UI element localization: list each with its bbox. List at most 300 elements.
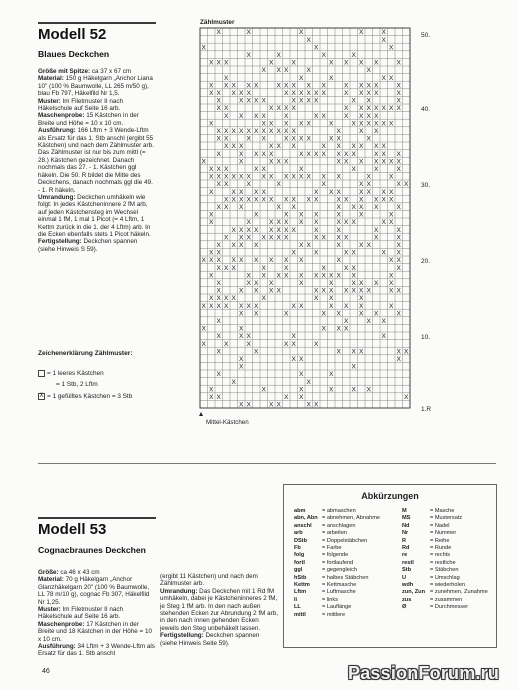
filled-cell-mark: X <box>239 97 244 105</box>
paragraph-key: Ausführung: <box>38 127 76 135</box>
abbreviation-row <box>294 589 380 596</box>
filled-cell-mark: X <box>231 242 236 249</box>
abbreviation-key: wdh <box>402 582 414 589</box>
filled-cell-mark: X <box>351 97 356 105</box>
filled-cell-mark: X <box>306 401 311 409</box>
filled-cell-mark: X <box>389 287 394 295</box>
header-bar-modell-53 <box>38 517 156 519</box>
filled-cell-mark: X <box>396 150 401 158</box>
abbreviation-row <box>402 589 488 596</box>
filled-cell-mark: X <box>359 158 364 166</box>
filled-cell-mark: X <box>201 158 206 166</box>
legend-filled-box <box>38 393 132 400</box>
filled-cell-mark: X <box>321 287 326 295</box>
filled-cell-mark: X <box>374 280 379 287</box>
filled-cell-mark: X <box>396 90 401 97</box>
paragraph-value: Im Filetmuster II nach Häkelschule auf Seite 16 arb. <box>38 606 124 621</box>
filled-cell-mark: X <box>246 272 251 280</box>
abbreviation-row <box>294 612 380 619</box>
filled-cell-mark: X <box>209 249 214 257</box>
filled-cell-mark: X <box>276 52 281 59</box>
filled-cell-mark: X <box>359 348 364 356</box>
filled-cell-mark: X <box>344 219 349 227</box>
modell-53-subtitle: Cognacbraunes Deckchen <box>38 545 146 555</box>
abbreviation-row <box>402 508 488 515</box>
filled-cell-mark: X <box>314 44 319 52</box>
filled-cell-mark: X <box>299 371 304 379</box>
instruction-paragraph <box>38 621 156 643</box>
filled-cell-mark: X <box>366 90 371 97</box>
filled-cell-mark: X <box>254 112 259 120</box>
filled-cell-mark: X <box>314 340 319 348</box>
abbreviation-meaning: = Stäbchen <box>430 567 459 574</box>
filled-cell-mark: X <box>389 74 394 82</box>
filled-cell-mark: X <box>389 120 394 128</box>
filled-cell-mark: X <box>254 257 259 265</box>
filled-cell-mark: X <box>261 264 266 272</box>
filled-cell-mark: X <box>374 310 379 318</box>
filled-cell-mark: X <box>366 112 371 120</box>
filled-cell-mark: X <box>246 97 251 105</box>
filled-cell-mark: X <box>359 287 364 295</box>
filled-cell-mark: X <box>359 105 364 113</box>
filled-cell-mark: X <box>246 226 251 234</box>
filled-cell-mark: X <box>359 120 364 128</box>
filled-cell-mark: X <box>344 302 349 310</box>
filled-cell-mark: X <box>404 394 409 401</box>
filled-cell-mark: X <box>374 120 379 128</box>
filled-cell-mark: X <box>389 44 394 52</box>
filled-cell-mark: X <box>284 173 289 181</box>
filled-cell-mark: X <box>216 204 221 211</box>
instruction-paragraph <box>38 643 156 658</box>
abbreviation-key: Nd <box>402 522 410 529</box>
abbreviation-key: Ø <box>402 604 407 611</box>
filled-cell-mark: X <box>216 29 221 37</box>
filled-cell-mark: X <box>359 128 364 135</box>
filled-cell-mark: X <box>374 158 379 166</box>
filled-cell-mark: X <box>261 234 266 242</box>
filled-cell-mark: X <box>291 196 296 204</box>
filled-cell-mark: X <box>246 90 251 97</box>
filled-cell-mark: X <box>344 287 349 295</box>
filled-cell-mark: X <box>329 295 334 303</box>
filled-cell-mark: X <box>396 249 401 257</box>
filled-cell-mark: X <box>374 112 379 120</box>
abbreviation-key: anschl <box>294 522 312 529</box>
filled-cell-mark: X <box>239 325 244 333</box>
filled-cell-mark: X <box>336 135 341 143</box>
abbreviation-meaning: = abmaschen <box>322 508 356 514</box>
row-number-label: 10. <box>421 334 431 341</box>
filled-cell-mark: X <box>381 143 386 151</box>
filled-cell-mark: X <box>284 90 289 97</box>
filled-cell-mark: X <box>344 112 349 120</box>
filled-cell-mark: X <box>366 173 371 181</box>
filled-cell-mark: X <box>224 234 229 242</box>
filled-cell-mark: X <box>261 173 266 181</box>
filled-cell-mark: X <box>261 112 266 120</box>
filled-cell-mark: X <box>396 264 401 272</box>
filled-cell-mark: X <box>239 401 244 409</box>
filled-cell-mark: X <box>284 158 289 166</box>
legend-title: Zeichenerklärung Zählmuster: <box>38 350 133 357</box>
filled-cell-mark: X <box>224 295 229 303</box>
filled-cell-mark: X <box>284 310 289 318</box>
filled-cell-mark: X <box>216 371 221 379</box>
filled-cell-mark: X <box>299 272 304 280</box>
filled-cell-mark: X <box>306 150 311 158</box>
filled-cell-mark: X <box>291 226 296 234</box>
abbreviation-key: DStb <box>294 537 308 544</box>
filled-cell-mark: X <box>396 310 401 318</box>
abbreviation-key: R <box>402 537 407 544</box>
filled-cell-mark: X <box>284 234 289 242</box>
filled-cell-mark: X <box>239 242 244 249</box>
legend-empty-box <box>38 370 104 377</box>
filled-cell-mark: X <box>239 188 244 196</box>
filled-cell-mark: X <box>344 150 349 158</box>
filled-cell-mark: X <box>359 112 364 120</box>
filled-cell-mark: X <box>329 302 334 310</box>
filled-cell-mark: X <box>216 318 221 325</box>
filled-cell-mark: X <box>351 219 356 227</box>
filled-cell-mark: X <box>329 59 334 67</box>
filled-cell-mark: X <box>314 219 319 227</box>
filled-cell-mark: X <box>201 44 206 52</box>
filled-cell-mark: X <box>374 90 379 97</box>
filled-cell-mark: X <box>269 401 274 409</box>
filled-cell-mark: X <box>389 188 394 196</box>
instruction-paragraph <box>38 112 156 127</box>
filled-cell-mark: X <box>321 112 326 120</box>
filled-cell-mark: X <box>231 128 236 135</box>
abbreviation-row <box>402 538 488 545</box>
page-number: 46 <box>42 668 50 675</box>
filled-cell-mark: X <box>329 135 334 143</box>
filled-cell-mark: X <box>291 97 296 105</box>
abbreviation-meaning: = anschlagen <box>322 522 356 529</box>
filled-cell-mark: X <box>216 181 221 189</box>
abbreviation-key: Rd <box>402 545 410 552</box>
filled-cell-mark: X <box>239 196 244 204</box>
filled-cell-mark: X <box>224 340 229 348</box>
filled-cell-mark: X <box>216 264 221 272</box>
filled-cell-mark: X <box>299 173 304 181</box>
paragraph-key: Maschenprobe: <box>38 620 85 628</box>
abbreviation-row <box>294 508 380 515</box>
filled-cell-mark: X <box>299 150 304 158</box>
watermark-url: PassionForum.ru <box>348 663 500 683</box>
filled-cell-mark: X <box>336 196 341 204</box>
filled-cell-mark: X <box>321 272 326 280</box>
abbreviation-meaning: = zunehmen, Zunahme <box>430 589 488 596</box>
filled-cell-mark: X <box>299 302 304 310</box>
filled-cell-mark: X <box>314 188 319 196</box>
abbreviation-meaning: = halbes Stäbchen <box>322 574 369 581</box>
filled-cell-mark: X <box>284 120 289 128</box>
filled-cell-mark: X <box>396 158 401 166</box>
abbreviation-key: restl <box>402 559 414 566</box>
filled-cell-mark: X <box>276 401 281 409</box>
filled-cell-mark: X <box>284 105 289 113</box>
paragraph-value: ca 46 x 43 cm <box>58 569 100 576</box>
filled-cell-mark: X <box>389 196 394 204</box>
filled-cell-mark: X <box>321 173 326 181</box>
filled-cell-mark: X <box>261 67 266 75</box>
filled-cell-mark: X <box>381 249 386 257</box>
filled-cell-mark: X <box>396 204 401 211</box>
filled-cell-mark: X <box>359 181 364 189</box>
filled-cell-mark: X <box>224 264 229 272</box>
filled-cell-mark: X <box>216 166 221 173</box>
filled-cell-mark: X <box>314 97 319 105</box>
filled-cell-mark: X <box>299 166 304 173</box>
filled-cell-mark: X <box>299 90 304 97</box>
filled-cell-mark: X <box>321 264 326 272</box>
filled-cell-mark: X <box>269 280 274 287</box>
instruction-paragraph <box>38 127 156 194</box>
filled-cell-mark: X <box>344 325 349 333</box>
filled-cell-mark: X <box>396 105 401 113</box>
abbreviation-row <box>294 582 380 589</box>
filled-cell-mark: X <box>329 272 334 280</box>
paragraph-key: Ausführung: <box>38 643 76 651</box>
filled-cell-mark: X <box>209 166 214 173</box>
filled-cell-mark: X <box>201 302 206 310</box>
filled-cell-mark: X <box>209 219 214 227</box>
filled-cell-mark: X <box>314 196 319 204</box>
filled-cell-mark: X <box>261 120 266 128</box>
instruction-paragraph <box>160 573 278 588</box>
filled-cell-mark: X <box>389 272 394 280</box>
filled-cell-mark: X <box>224 112 229 120</box>
filled-cell-mark: X <box>351 204 356 211</box>
abbreviation-meaning: = Nummer <box>430 530 457 537</box>
filled-cell-mark: X <box>396 257 401 265</box>
filled-cell-mark: X <box>239 333 244 341</box>
modell-52-title: Modell 52 <box>38 26 107 43</box>
paragraph-key: Material: <box>38 576 64 584</box>
filled-cell-mark: X <box>284 219 289 227</box>
abbreviation-meaning: = Farbe <box>322 545 342 552</box>
abbreviation-meaning: = arbeiten <box>322 530 348 537</box>
filled-cell-mark: X <box>321 234 326 242</box>
filled-cell-mark: X <box>389 302 394 310</box>
paragraph-value: 150 g Häkelgarn „Anchor Liana 10" (100 % Baumwolle, LL 265 m/50 g), blau Fb 797, Häkelfild Nr 1,5. <box>38 75 153 98</box>
filled-cell-mark: X <box>381 333 386 341</box>
filled-cell-mark: X <box>374 204 379 211</box>
filled-cell-mark: X <box>336 204 341 211</box>
filled-cell-mark: X <box>396 59 401 67</box>
filled-cell-mark: X <box>396 356 401 363</box>
filled-cell-mark: X <box>351 52 356 59</box>
filled-cell-mark: X <box>336 242 341 249</box>
filled-cell-mark: X <box>269 59 274 67</box>
instruction-paragraph <box>38 98 156 113</box>
filled-cell-mark: X <box>216 287 221 295</box>
filled-cell-mark: X <box>291 105 296 113</box>
filled-cell-mark: X <box>261 188 266 196</box>
filled-cell-mark: X <box>314 272 319 280</box>
filled-cell-mark: X <box>366 242 371 249</box>
paragraph-value: Deckchen spannen (siehe Hinweis Seite 59). <box>160 632 260 647</box>
filled-cell-mark: X <box>239 302 244 310</box>
filled-cell-mark: X <box>269 150 274 158</box>
filled-cell-mark: X <box>299 219 304 227</box>
filled-cell-mark: X <box>374 105 379 113</box>
filled-cell-mark: X <box>351 348 356 356</box>
abbreviations-title: Abkürzungen <box>361 491 419 501</box>
filled-cell-mark: X <box>389 257 394 265</box>
abbreviation-key: mittl <box>294 611 306 618</box>
filled-cell-mark: X <box>351 249 356 257</box>
filled-cell-mark: X <box>261 166 266 173</box>
filled-cell-mark: X <box>314 211 319 219</box>
filled-cell-mark: X <box>389 173 394 181</box>
filled-cell-mark: X <box>224 128 229 135</box>
filled-cell-mark: X <box>224 302 229 310</box>
filled-cell-mark: X <box>359 82 364 90</box>
filled-cell-mark: X <box>336 143 341 151</box>
filled-cell-mark: X <box>351 166 356 173</box>
filled-cell-mark: X <box>314 249 319 257</box>
filled-cell-mark: X <box>231 264 236 272</box>
filled-cell-mark: X <box>291 333 296 341</box>
filled-cell-mark: X <box>366 97 371 105</box>
filled-cell-mark: X <box>216 295 221 303</box>
abbreviation-row <box>402 582 488 589</box>
filled-cell-mark: X <box>374 226 379 234</box>
filled-cell-mark: X <box>329 371 334 379</box>
filled-cell-mark: X <box>216 348 221 356</box>
abbreviation-key: fortl <box>294 559 305 566</box>
filled-cell-mark: X <box>396 287 401 295</box>
filled-cell-mark: X <box>276 82 281 90</box>
filled-cell-mark: X <box>216 242 221 249</box>
filled-cell-mark: X <box>344 318 349 325</box>
abbreviation-row <box>402 604 488 611</box>
filled-cell-mark: X <box>396 82 401 90</box>
abbreviation-key: Fb <box>294 545 301 552</box>
filled-cell-mark: X <box>269 287 274 295</box>
filled-cell-mark: X <box>404 181 409 189</box>
filet-chart <box>195 24 430 416</box>
abbreviation-key: hStb <box>294 574 307 581</box>
paragraph-key: Umrandung: <box>38 193 76 201</box>
filled-cell-mark: X <box>246 128 251 135</box>
abbreviation-meaning: = wiederholen <box>430 582 465 589</box>
abbreviation-meaning: = mittlere <box>322 611 346 618</box>
filled-cell-mark: X <box>224 82 229 90</box>
modell-53-instructions-col1 <box>38 569 156 658</box>
filled-cell-mark: X <box>299 97 304 105</box>
filled-cell-mark: X <box>336 325 341 333</box>
filled-cell-mark: X <box>306 173 311 181</box>
filled-cell-mark: X <box>336 128 341 135</box>
filled-cell-mark: X <box>291 302 296 310</box>
abbreviation-key: U <box>402 574 407 581</box>
filled-cell-mark: X <box>389 158 394 166</box>
filled-cell-mark: X <box>246 29 251 37</box>
modell-53-title: Modell 53 <box>38 521 107 538</box>
abbreviation-meaning: = abnehmen, Abnahme <box>322 515 381 522</box>
filled-cell-mark: X <box>359 204 364 211</box>
paragraph-value: 15 Kästchen in der Breite und Höhe = 10 x 10 cm. <box>38 112 139 127</box>
abbreviation-meaning: = Reihe <box>430 537 450 544</box>
abbreviation-key: Stb <box>402 567 412 574</box>
abbreviation-row <box>402 545 488 552</box>
filled-cell-mark: X <box>336 173 341 181</box>
filled-cell-mark: X <box>366 120 371 128</box>
filled-cell-mark: X <box>381 120 386 128</box>
filled-cell-mark: X <box>366 386 371 394</box>
abbreviation-key: re <box>402 552 408 559</box>
filled-cell-mark: X <box>209 173 214 181</box>
abbreviation-meaning: = links <box>322 596 339 603</box>
filled-cell-mark: X <box>224 143 229 151</box>
filled-cell-mark: X <box>314 295 319 303</box>
abbreviation-key: Kettm <box>294 582 310 589</box>
filled-cell-mark: X <box>201 257 206 265</box>
abbreviation-meaning: = Doppelstäbchen <box>322 537 368 544</box>
filled-cell-mark: X <box>359 310 364 318</box>
abbreviations-left-column <box>294 508 380 619</box>
paragraph-key: Fertigstellung: <box>38 238 82 246</box>
filled-cell-mark: X <box>209 188 214 196</box>
abbreviation-key: folg <box>294 552 305 559</box>
legend-filled-line1: = 1 gefülltes Kästchen = 3 Stb <box>47 393 133 400</box>
row-number-label: 50. <box>421 32 431 39</box>
filled-cell-mark: X <box>216 249 221 257</box>
filled-cell-mark: X <box>314 234 319 242</box>
chart-header: Zählmuster <box>200 19 235 26</box>
filled-cell-mark: X <box>359 29 364 37</box>
filled-cell-mark: X <box>299 242 304 249</box>
filled-cell-mark: X <box>381 188 386 196</box>
row-number-label: 30. <box>421 182 431 189</box>
filled-cell-mark: X <box>299 257 304 265</box>
filled-cell-mark: X <box>366 105 371 113</box>
filled-cell-mark: X <box>374 196 379 204</box>
filled-cell-mark: X <box>344 59 349 67</box>
filled-cell-mark: X <box>306 196 311 204</box>
filled-cell-mark: X <box>239 150 244 158</box>
filled-cell-mark: X <box>351 386 356 394</box>
filled-cell-mark: X <box>314 150 319 158</box>
filled-cell-mark: X <box>276 143 281 151</box>
row-number-label: 20. <box>421 258 431 265</box>
filled-cell-mark: X <box>276 67 281 75</box>
filled-cell-mark: X <box>276 181 281 189</box>
filled-cell-mark: X <box>306 120 311 128</box>
filled-cell-mark: X <box>299 120 304 128</box>
filled-cell-mark: X <box>344 234 349 242</box>
filled-cell-mark: X <box>366 318 371 325</box>
abbreviation-meaning: = zusammen <box>430 596 463 603</box>
filled-cell-mark: X <box>351 280 356 287</box>
filled-cell-mark: X <box>254 226 259 234</box>
filled-cell-mark: X <box>216 302 221 310</box>
filled-cell-mark: X <box>269 105 274 113</box>
abbreviation-key: abm <box>294 508 306 514</box>
modell-52-instructions <box>38 68 156 253</box>
abbreviation-key: LL <box>294 604 301 611</box>
filled-cell-mark: X <box>239 257 244 265</box>
filled-cell-mark: X <box>246 82 251 90</box>
filled-cell-mark: X <box>381 105 386 113</box>
filled-cell-mark: X <box>239 112 244 120</box>
